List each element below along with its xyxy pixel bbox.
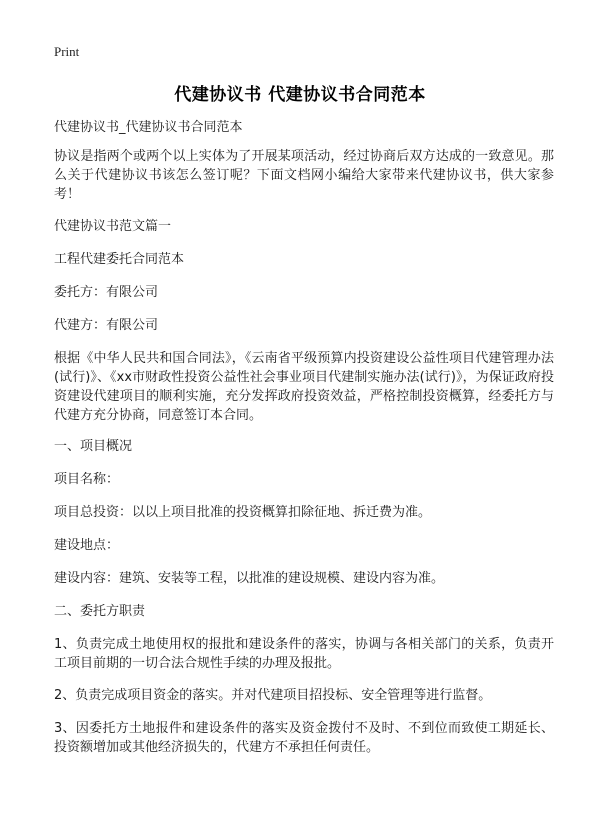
print-link[interactable]: Print xyxy=(54,44,80,59)
subtitle-paragraph: 代建协议书_代建协议书合同范本 xyxy=(54,120,243,135)
legal-basis-paragraph: 根据《中华人民共和国合同法》，《云南省平级预算内投资建设公益性项目代建管理办法(试行)》、《xx市财政性投资公益性社会事业项目代建制实施办法(试行)》，为保证政府投资建设代建项目的顺利实施，充分发挥政府投资效益，严格控制投资概算，经委托方与代建方充分协商，同意签订本合同。 xyxy=(54,351,554,423)
section-heading: 代建协议书范文篇一 xyxy=(54,219,172,234)
project-investment-field: 项目总投资：以以上项目批准的投资概算扣除征地、拆迁费为准。 xyxy=(54,505,432,520)
duty-item: 2、负责完成项目资金的落实。并对代建项目招投标、安全管理等进行监督。 xyxy=(54,688,492,703)
section-heading: 一、项目概况 xyxy=(54,439,133,454)
project-content-field: 建设内容：建筑、安装等工程，以批准的建设规模、建设内容为准。 xyxy=(54,571,445,586)
client-party: 委托方：有限公司 xyxy=(54,285,159,300)
project-name-field: 项目名称： xyxy=(54,472,120,487)
document-title: 代建协议书 代建协议书合同范本 xyxy=(174,85,426,105)
contract-title: 工程代建委托合同范本 xyxy=(54,252,185,267)
section-heading: 二、委托方职责 xyxy=(54,604,146,619)
project-location-field: 建设地点： xyxy=(54,538,120,553)
document-body xyxy=(54,118,554,757)
intro-paragraph: 协议是指两个或两个以上实体为了开展某项活动，经过协商后双方达成的一致意见。那么关于代建协议书该怎么签订呢？下面文档网小编给大家带来代建协议书，供大家参考！ xyxy=(54,149,554,202)
duty-item: 3、因委托方土地报件和建设条件的落实及资金拨付不及时、不到位而致使工期延长、投资额增加或其他经济损失的，代建方不承担任何责任。 xyxy=(54,721,554,755)
agent-party: 代建方：有限公司 xyxy=(54,318,159,333)
duty-item: 1、负责完成土地使用权的报批和建设条件的落实，协调与各相关部门的关系，负责开工项目前期的一切合法合规性手续的办理及报批。 xyxy=(54,637,554,671)
